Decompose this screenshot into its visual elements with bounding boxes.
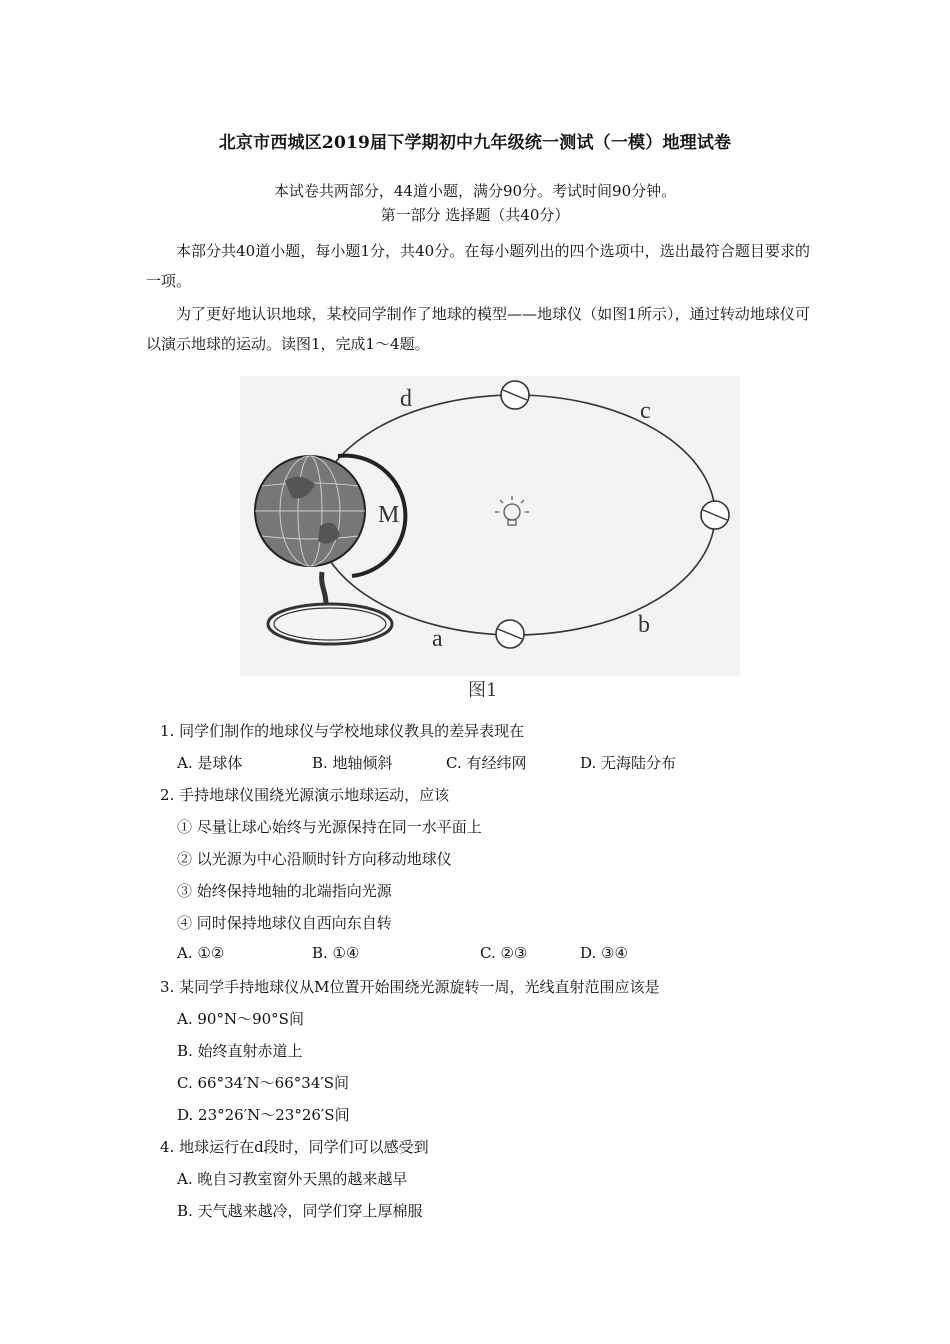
exam-info: 本试卷共两部分，44道小题，满分90分。考试时间90分钟。 bbox=[273, 182, 677, 200]
globe-position-bottom bbox=[496, 620, 524, 648]
label-a: a bbox=[432, 626, 443, 652]
question-2-option-b: B. ①④ bbox=[312, 944, 360, 962]
question-4-stem: 4. 地球运行在d段时，同学们可以感受到 bbox=[160, 1138, 429, 1156]
question-4-option-b: B. 天气越来越冷，同学们穿上厚棉服 bbox=[177, 1202, 423, 1220]
question-2-item-3: ③ 始终保持地轴的北端指向光源 bbox=[177, 882, 392, 900]
question-1-stem: 1. 同学们制作的地球仪与学校地球仪教具的差异表现在 bbox=[160, 722, 525, 740]
question-3-stem: 3. 某同学手持地球仪从M位置开始围绕光源旋转一周，光线直射范围应该是 bbox=[160, 978, 660, 996]
question-3-option-c: C. 66°34′N～66°34′S间 bbox=[177, 1074, 350, 1092]
label-c: c bbox=[640, 398, 651, 424]
question-2-stem: 2. 手持地球仪围绕光源演示地球运动，应该 bbox=[160, 786, 450, 804]
figure-caption: 图1 bbox=[468, 680, 498, 701]
question-2-item-1: ① 尽量让球心始终与光源保持在同一水平面上 bbox=[177, 818, 482, 836]
question-3-option-b: B. 始终直射赤道上 bbox=[177, 1042, 303, 1060]
part-heading: 第一部分 选择题（共40分） bbox=[380, 206, 570, 224]
question-1-option-d: D. 无海陆分布 bbox=[580, 754, 677, 772]
label-d: d bbox=[400, 386, 412, 412]
page-title: 北京市西城区2019届下学期初中九年级统一测试（一模）地理试卷 bbox=[218, 133, 732, 153]
label-b: b bbox=[638, 612, 650, 638]
question-3-option-d: D. 23°26′N～23°26′S间 bbox=[177, 1106, 350, 1124]
question-1-option-a: A. 是球体 bbox=[177, 754, 243, 772]
globe-position-top bbox=[501, 381, 529, 409]
question-2-option-d: D. ③④ bbox=[580, 944, 628, 962]
label-M: M bbox=[378, 502, 400, 528]
globe-position-right bbox=[701, 501, 729, 529]
intro-paragraph-1: 本部分共40道小题，每小题1分，共40分。在每小题列出的四个选项中，选出最符合题目要求的一项。 bbox=[146, 242, 810, 290]
question-2-item-4: ④ 同时保持地球仪自西向东自转 bbox=[177, 914, 392, 932]
question-2-option-c: C. ②③ bbox=[480, 944, 528, 962]
question-2-option-a: A. ①② bbox=[177, 944, 225, 962]
question-4-option-a: A. 晚自习教室窗外天黑的越来越早 bbox=[177, 1170, 408, 1188]
orbit-diagram-svg bbox=[240, 376, 740, 706]
question-1-option-c: C. 有经纬网 bbox=[446, 754, 527, 772]
intro-paragraph-2: 为了更好地认识地球，某校同学制作了地球的模型——地球仪（如图1所示），通过转动地球仪可以演示地球的运动。读图1，完成1～4题。 bbox=[146, 305, 810, 353]
question-3-option-a: A. 90°N～90°S间 bbox=[177, 1010, 304, 1028]
question-2-item-2: ② 以光源为中心沿顺时针方向移动地球仪 bbox=[177, 850, 452, 868]
figure-1-orbit-diagram bbox=[240, 376, 740, 706]
question-1-option-b: B. 地轴倾斜 bbox=[312, 754, 393, 772]
